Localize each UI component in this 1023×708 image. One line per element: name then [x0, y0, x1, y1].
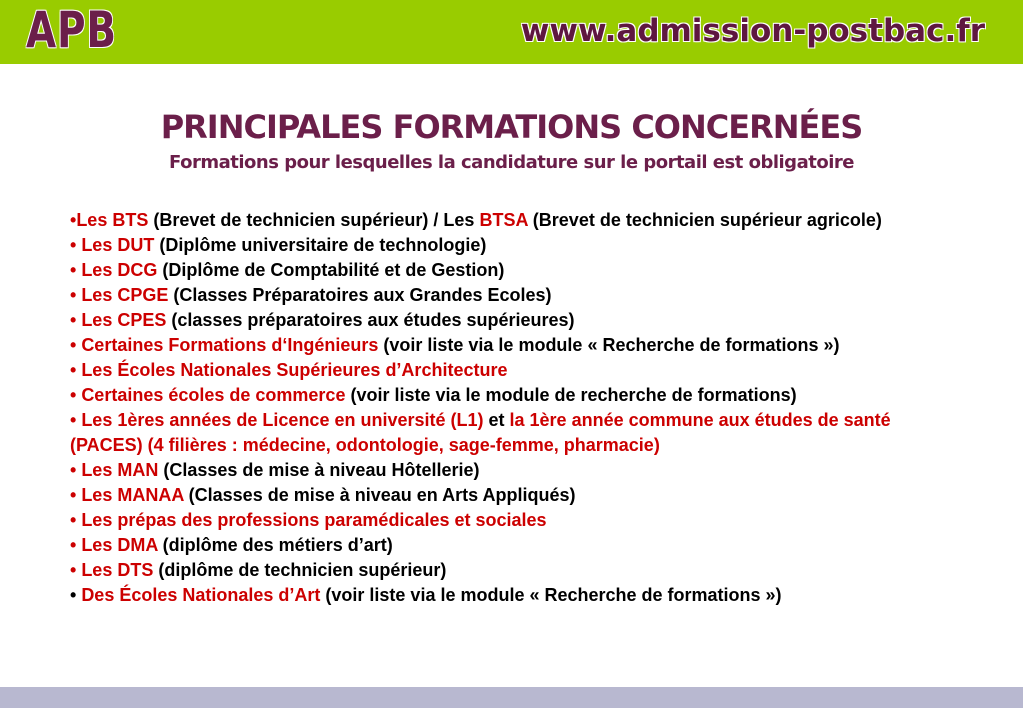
formation-name: Les 1ères années de Licence en université (L1) [81, 410, 484, 430]
formation-name: • [70, 210, 77, 230]
formation-name: • [70, 535, 82, 555]
formation-name: Les BTS [76, 210, 149, 230]
formation-description: (Brevet de technicien supérieur) / Les [148, 210, 480, 230]
formation-name: • [70, 285, 82, 305]
list-item [70, 358, 960, 383]
formation-name: • [70, 385, 82, 405]
formation-name: Les MAN [81, 460, 159, 480]
formation-description: (voir liste via le module de recherche de formations) [345, 385, 797, 405]
formation-description: (voir liste via le module « Recherche de formations ») [320, 585, 782, 605]
formation-description: (Diplôme de Comptabilité et de Gestion) [157, 260, 505, 280]
formation-description: (classes préparatoires aux études supérieures) [166, 310, 575, 330]
formation-name: Certaines écoles de commerce [81, 385, 346, 405]
formation-name: la 1ère année commune aux études de santé (PACES) (4 filières : médecine, odontologie, sage-femme, pharmacie) [70, 410, 891, 455]
formation-name: • [70, 560, 82, 580]
page-title: PRINCIPALES FORMATIONS CONCERNÉES [160, 108, 863, 146]
header-bar [0, 0, 1023, 64]
formation-name: Les CPES [81, 310, 167, 330]
formation-list [70, 208, 960, 608]
formation-name: • [70, 410, 82, 430]
formation-description: (Classes de mise à niveau en Arts Appliqués) [183, 485, 576, 505]
formation-name: Les DCG [81, 260, 158, 280]
page-subtitle: Formations pour lesquelles la candidature sur le portail est obligatoire [169, 152, 854, 173]
list-item [70, 508, 960, 533]
list-item [70, 283, 960, 308]
formation-description: (Diplôme universitaire de technologie) [154, 235, 487, 255]
list-item [70, 333, 960, 358]
list-item [70, 458, 960, 483]
formation-name: • [70, 310, 82, 330]
formation-name: Les DMA [81, 535, 158, 555]
formation-name: Certaines Formations d‘Ingénieurs [81, 335, 379, 355]
list-item [70, 483, 960, 508]
formation-name: • [70, 235, 82, 255]
formation-name: Les MANAA [81, 485, 184, 505]
formation-name: • [70, 485, 82, 505]
formation-description: (Classes de mise à niveau Hôtellerie) [158, 460, 480, 480]
apb-logo: APB [26, 1, 117, 59]
formation-name: Les prépas des professions paramédicales et sociales [81, 510, 547, 530]
footer-bar [0, 687, 1023, 708]
list-item [70, 233, 960, 258]
formation-description: (voir liste via le module « Recherche de formations ») [378, 335, 840, 355]
formation-name: Les Écoles Nationales Supérieures d’Architecture [81, 360, 508, 380]
formation-name: • [70, 335, 82, 355]
list-item [70, 208, 960, 233]
formation-name: • [70, 260, 82, 280]
site-url: www.admission-postbac.fr [520, 13, 985, 49]
formation-name: • [70, 510, 82, 530]
list-item [70, 308, 960, 333]
formation-name: • [70, 460, 82, 480]
list-item [70, 583, 960, 608]
formation-name: BTSA [479, 210, 528, 230]
formation-description: (Classes Préparatoires aux Grandes Ecoles) [168, 285, 552, 305]
formation-description: et [483, 410, 510, 430]
formation-name: Les CPGE [81, 285, 169, 305]
formation-name: Des Écoles Nationales d’Art [81, 585, 321, 605]
formation-description: (Brevet de technicien supérieur agricole) [527, 210, 882, 230]
formation-name: Les DUT [81, 235, 155, 255]
list-item [70, 533, 960, 558]
formation-name: • [70, 360, 82, 380]
list-item [70, 383, 960, 408]
formation-description: (diplôme des métiers d’art) [157, 535, 393, 555]
formation-description: (diplôme de technicien supérieur) [153, 560, 447, 580]
list-item [70, 258, 960, 283]
list-item [70, 558, 960, 583]
list-item [70, 408, 960, 458]
formation-name: Les DTS [81, 560, 154, 580]
formation-description: • [70, 585, 82, 605]
